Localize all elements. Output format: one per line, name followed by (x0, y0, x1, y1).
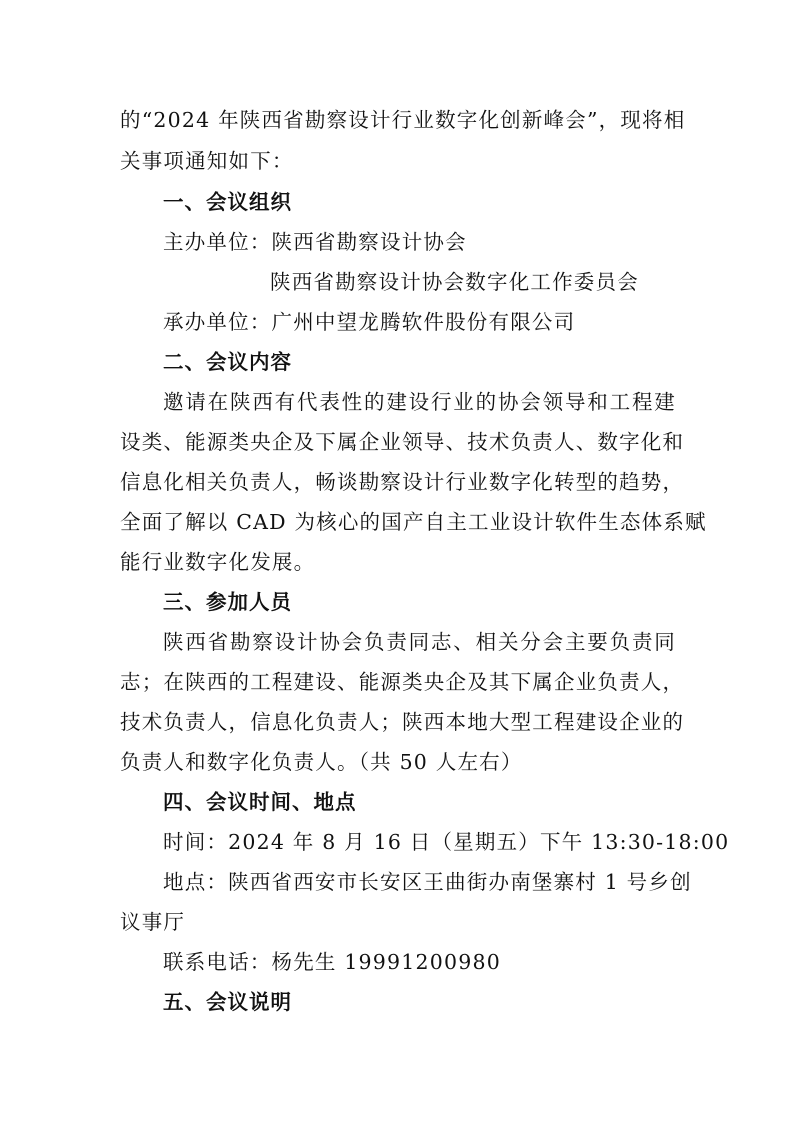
section-2-line: 设类、能源类央企及下属企业领导、技术负责人、数字化和 (120, 430, 685, 454)
section-4-heading: 四、会议时间、地点 (163, 790, 357, 814)
location-line-1: 地点：陕西省西安市长安区王曲街办南堡寨村 1 号乡创 (163, 870, 692, 894)
section-3-line: 陕西省勘察设计协会负责同志、相关分会主要负责同 (163, 630, 676, 654)
organizer-line: 承办单位：广州中望龙腾软件股份有限公司 (163, 310, 576, 334)
intro-line-1: 的“2024 年陕西省勘察设计行业数字化创新峰会”，现将相 (120, 108, 686, 132)
section-2-line: 全面了解以 CAD 为核心的国产自主工业设计软件生态体系赋 (120, 510, 707, 534)
host-second-line: 陕西省勘察设计协会数字化工作委员会 (270, 270, 639, 294)
section-2-line: 能行业数字化发展。 (120, 550, 316, 574)
section-2-line: 邀请在陕西有代表性的建设行业的协会领导和工程建 (163, 390, 676, 414)
section-2-line: 信息化相关负责人，畅谈勘察设计行业数字化转型的趋势， (120, 470, 685, 494)
section-3-heading: 三、参加人员 (163, 590, 292, 614)
section-3-line: 负责人和数字化负责人。（共 50 人左右） (120, 750, 523, 774)
section-3-line: 技术负责人，信息化负责人；陕西本地大型工程建设企业的 (120, 710, 685, 734)
intro-line-2: 关事项通知如下： (120, 149, 294, 173)
section-5-heading: 五、会议说明 (163, 990, 292, 1014)
host-line: 主办单位：陕西省勘察设计协会 (163, 230, 467, 254)
contact-line: 联系电话：杨先生 19991200980 (163, 950, 501, 974)
section-2-heading: 二、会议内容 (163, 350, 292, 374)
time-line: 时间：2024 年 8 月 16 日（星期五）下午 13:30-18:00 (163, 830, 730, 854)
section-3-line: 志；在陕西的工程建设、能源类央企及其下属企业负责人， (120, 670, 685, 694)
location-line-2: 议事厅 (120, 910, 186, 934)
section-1-heading: 一、会议组织 (163, 190, 292, 214)
